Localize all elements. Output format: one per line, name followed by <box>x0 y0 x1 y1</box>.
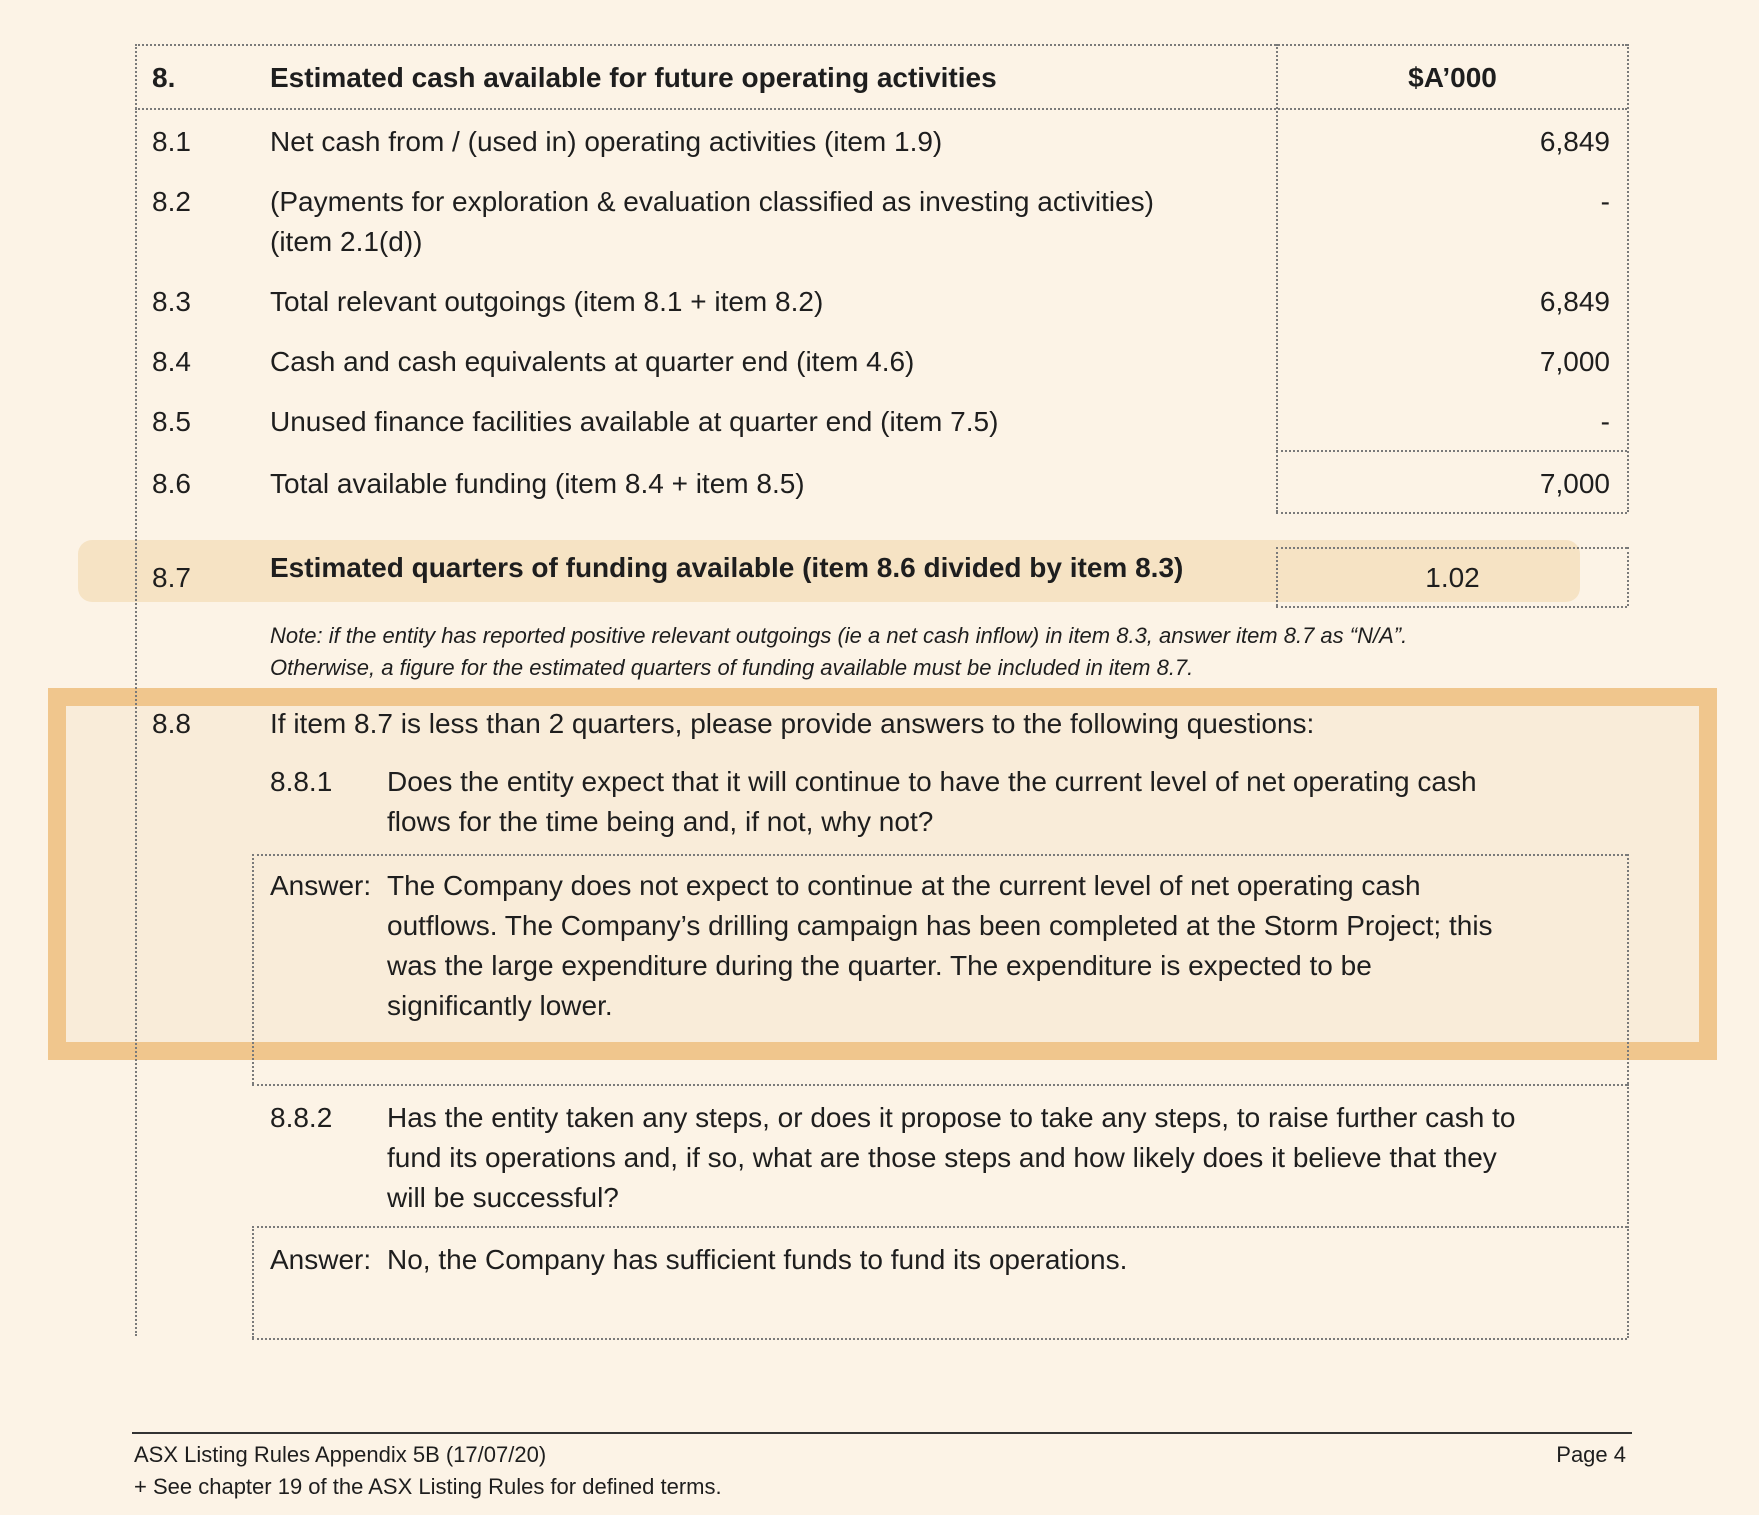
note-line1: Note: if the entity has reported positive relevant outgoings (ie a net cash inflow) in item 8.3, answer item 8.7 as “N/A”. <box>270 623 1408 648</box>
row-number-8-7: 8.7 <box>152 562 191 593</box>
q882-number: 8.8.2 <box>270 1102 333 1133</box>
answer-881-right-border <box>1627 854 1629 1084</box>
answer-882-top-border <box>252 1226 1627 1228</box>
q881-line1: Does the entity expect that it will continue to have the current level of net operating cash <box>387 766 1477 797</box>
row-label-8-2-line2: (item 2.1(d)) <box>270 226 423 257</box>
answer-881-label: Answer: <box>270 870 372 901</box>
currency-header: $A’000 <box>1408 62 1497 93</box>
row-value-8-5: - <box>1600 406 1610 437</box>
answer-882-left-border <box>252 1226 254 1338</box>
value-column-right-border <box>1627 44 1629 512</box>
q882-right-border <box>1627 1084 1629 1224</box>
row-8-6-bottom-border <box>1276 512 1627 514</box>
q881-line2: flows for the time being and, if not, why not? <box>387 806 934 837</box>
table-left-border <box>135 44 137 1336</box>
row-value-8-3: 6,849 <box>1539 286 1610 317</box>
row-8-7-value-top <box>1276 547 1627 549</box>
row-number-8-4: 8.4 <box>152 346 191 377</box>
row-label-8-1: Net cash from / (used in) operating activities (item 1.9) <box>270 126 943 157</box>
row-label-8-2-line1: (Payments for exploration & evaluation classified as investing activities) <box>270 186 1154 217</box>
row-label-8-6: Total available funding (item 8.4 + item 8.5) <box>270 468 805 499</box>
answer-882-line1: No, the Company has sufficient funds to fund its operations. <box>387 1244 1128 1275</box>
row-number-8-1: 8.1 <box>152 126 191 157</box>
row-number-8-6: 8.6 <box>152 468 191 499</box>
section-title: Estimated cash available for future operating activities <box>270 62 997 93</box>
q881-number: 8.8.1 <box>270 766 333 797</box>
q88-intro: If item 8.7 is less than 2 quarters, please provide answers to the following questions: <box>270 708 1315 739</box>
row-number-8-5: 8.5 <box>152 406 191 437</box>
answer-882-right-border <box>1627 1226 1629 1338</box>
row-8-7-value-right <box>1627 547 1629 606</box>
answer-881-bottom-border <box>252 1084 1627 1086</box>
section-number: 8. <box>152 62 176 93</box>
row-label-8-5: Unused finance facilities available at quarter end (item 7.5) <box>270 406 999 437</box>
row-label-8-3: Total relevant outgoings (item 8.1 + item 8.2) <box>270 286 824 317</box>
answer-881-top-border <box>252 854 1627 856</box>
answer-882-bottom-border <box>252 1338 1627 1340</box>
q882-line1: Has the entity taken any steps, or does it propose to take any steps, to raise further cash to <box>387 1102 1516 1133</box>
row-label-8-7: Estimated quarters of funding available (item 8.6 divided by item 8.3) <box>270 552 1184 583</box>
row-number-8-2: 8.2 <box>152 186 191 217</box>
answer-881-line2: outflows. The Company’s drilling campaign has been completed at the Storm Project; this <box>387 910 1493 941</box>
footer-left-line1: ASX Listing Rules Appendix 5B (17/07/20) <box>134 1442 547 1467</box>
row-value-8-2: - <box>1600 186 1610 217</box>
q882-line3: will be successful? <box>387 1182 619 1213</box>
answer-881-line1: The Company does not expect to continue at the current level of net operating cash <box>387 870 1421 901</box>
value-column-left-border <box>1276 44 1278 512</box>
table-top-border <box>135 44 1627 46</box>
footer-rule <box>132 1432 1632 1434</box>
footer-left-line2: + See chapter 19 of the ASX Listing Rules for defined terms. <box>134 1474 722 1499</box>
note-line2: Otherwise, a figure for the estimated quarters of funding available must be included in item 8.7. <box>270 655 1194 680</box>
row-value-8-6: 7,000 <box>1539 468 1610 499</box>
row-value-8-7: 1.02 <box>1425 562 1480 593</box>
answer-881-left-border <box>252 854 254 1084</box>
q882-line2: fund its operations and, if so, what are those steps and how likely does it believe that they <box>387 1142 1497 1173</box>
answer-882-label: Answer: <box>270 1244 372 1275</box>
row-8-6-top-border <box>1276 450 1627 452</box>
row-8-7-value-bottom <box>1276 606 1627 608</box>
row-number-8-3: 8.3 <box>152 286 191 317</box>
header-bottom-border <box>135 108 1627 110</box>
row-number-8-8: 8.8 <box>152 708 191 739</box>
footer-page-number: Page 4 <box>1556 1442 1626 1467</box>
row-value-8-1: 6,849 <box>1539 126 1610 157</box>
row-value-8-4: 7,000 <box>1539 346 1610 377</box>
row-label-8-4: Cash and cash equivalents at quarter end (item 4.6) <box>270 346 915 377</box>
answer-881-line4: significantly lower. <box>387 990 613 1021</box>
answer-881-line3: was the large expenditure during the quarter. The expenditure is expected to be <box>387 950 1372 981</box>
